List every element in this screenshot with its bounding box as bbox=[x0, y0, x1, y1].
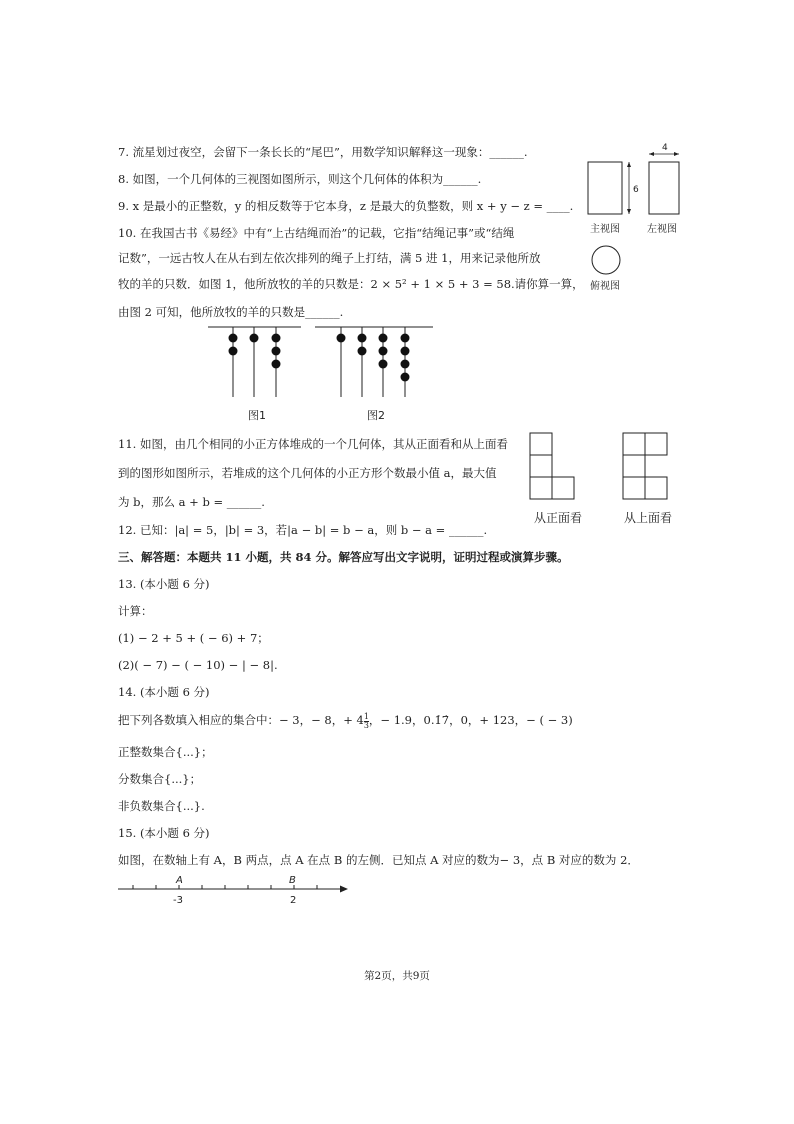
question-12: 12. 已知：|a| = 5，|b| = 3，若|a − b| = b − a，则 b − a = ______. bbox=[118, 523, 488, 537]
three-views-svg bbox=[580, 140, 690, 300]
question-14-intro-a: 把下列各数填入相应的集合中：− 3，− 8，+ 4 bbox=[118, 713, 364, 727]
fig2-knot bbox=[401, 334, 410, 343]
number-line-svg bbox=[118, 872, 353, 908]
fig2-knot bbox=[401, 347, 410, 356]
fig2-knot bbox=[379, 360, 388, 369]
fig2-knot bbox=[401, 373, 410, 382]
question-7: 7. 流星划过夜空，会留下一条长长的“尾巴”，用数学知识解释这一现象：______. bbox=[118, 145, 528, 159]
width-arrow-right bbox=[674, 152, 679, 156]
point-a-label: A bbox=[176, 875, 183, 886]
height-dim-label: 6 bbox=[633, 185, 639, 195]
top-square bbox=[623, 433, 645, 455]
question-14-intro bbox=[118, 712, 573, 730]
width-dim-label: 4 bbox=[662, 143, 668, 153]
fig1-knot bbox=[250, 334, 259, 343]
fig1-knot bbox=[272, 360, 281, 369]
question-14-title: 14. (本小题 6 分) bbox=[118, 685, 210, 699]
question-10-line1: 10. 在我国古书《易经》中有“上古结绳而治”的记载，它指“结绳记事”或“结绳 bbox=[118, 226, 515, 240]
point-b-value: 2 bbox=[290, 895, 297, 906]
fig2-label: 图2 bbox=[367, 409, 385, 422]
question-14-intro-b: ，− 1.9，0.1̇7̇，0，+ 123，− ( − 3) bbox=[368, 713, 573, 727]
section-3-heading: 三、解答题：本题共 11 小题，共 84 分。解答应写出文字说明，证明过程或演算步骤。 bbox=[118, 550, 569, 564]
front-view-rect bbox=[588, 162, 622, 214]
question-14-set1: 正整数集合{...}； bbox=[118, 745, 213, 759]
fig2-knot bbox=[358, 347, 367, 356]
fig1-label: 图1 bbox=[248, 409, 266, 422]
question-13-item2: (2)( − 7) − ( − 10) − | − 8|. bbox=[118, 658, 278, 672]
point-a-value: -3 bbox=[173, 895, 183, 906]
height-arrow-bottom bbox=[627, 209, 631, 214]
front-look-label: 从正面看 bbox=[534, 511, 583, 525]
fig2-knot bbox=[337, 334, 346, 343]
front-square bbox=[530, 455, 552, 477]
front-square bbox=[530, 433, 552, 455]
top-square bbox=[645, 477, 667, 499]
question-15-text: 如图，在数轴上有 A，B 两点，点 A 在点 B 的左侧．已知点 A 对应的数为− 3，点 B 对应的数为 2． bbox=[118, 853, 639, 867]
number-line-figure bbox=[118, 872, 353, 908]
number-line-arrow bbox=[340, 886, 348, 893]
width-arrow-left bbox=[649, 152, 654, 156]
question-11-line2: 到的图形如图所示，若堆成的这个几何体的小正方形个数最小值 a，最大值 bbox=[118, 466, 497, 480]
question-10-line3: 牧的羊的只数．如图 1，他所放牧的羊的只数是：2 × 5² + 1 × 5 + 3 = 58.请你算一算， bbox=[118, 277, 584, 291]
top-look-label: 从上面看 bbox=[624, 511, 673, 525]
fig1-knot bbox=[272, 347, 281, 356]
knot-figures bbox=[205, 322, 445, 424]
fig2-knot bbox=[379, 334, 388, 343]
left-view-label: 左视图 bbox=[647, 224, 677, 235]
fig1-knot bbox=[229, 334, 238, 343]
question-14-set3: 非负数集合{...}. bbox=[118, 799, 205, 813]
fig1-knot bbox=[272, 334, 281, 343]
fraction-numerator: 1 bbox=[363, 711, 369, 721]
front-square bbox=[552, 477, 574, 499]
question-9: 9. x 是最小的正整数，y 的相反数等于它本身，z 是最大的负整数，则 x + y − z = ____. bbox=[118, 199, 574, 213]
cube-views-figure bbox=[525, 430, 690, 530]
fig2-knot bbox=[401, 360, 410, 369]
question-14-set2: 分数集合{...}； bbox=[118, 772, 202, 786]
top-square bbox=[623, 477, 645, 499]
top-square bbox=[623, 455, 645, 477]
question-10-line2: 记数”，一远古牧人在从右到左依次排列的绳子上打结，满 5 进 1，用来记录他所放 bbox=[118, 251, 541, 265]
cube-views-svg bbox=[525, 430, 690, 530]
question-11-line3: 为 b，那么 a + b = ______. bbox=[118, 495, 265, 509]
fig1-knot bbox=[229, 347, 238, 356]
question-8: 8. 如图，一个几何体的三视图如图所示，则这个几何体的体积为______. bbox=[118, 172, 482, 186]
top-view-label: 俯视图 bbox=[590, 281, 620, 292]
front-square bbox=[530, 477, 552, 499]
three-views-figure bbox=[580, 140, 690, 300]
top-square bbox=[645, 433, 667, 455]
question-13-item1: (1) − 2 + 5 + ( − 6) + 7； bbox=[118, 631, 269, 645]
height-arrow-top bbox=[627, 162, 631, 167]
fraction-denominator: 3 bbox=[363, 720, 369, 730]
fig2-knot bbox=[358, 334, 367, 343]
question-11-line1: 11. 如图，由几个相同的小正方体堆成的一个几何体，其从正面看和从上面看 bbox=[118, 437, 508, 451]
front-view-label: 主视图 bbox=[590, 224, 620, 235]
fig2-knot bbox=[379, 347, 388, 356]
question-15-title: 15. (本小题 6 分) bbox=[118, 826, 210, 840]
page-footer: 第2页，共9页 bbox=[364, 970, 430, 982]
question-13-intro: 计算： bbox=[118, 604, 153, 618]
knot-figures-svg bbox=[205, 322, 445, 424]
point-b-label: B bbox=[289, 875, 296, 886]
question-10-line4: 由图 2 可知，他所放牧的羊的只数是______. bbox=[118, 305, 344, 319]
left-view-rect bbox=[649, 162, 679, 214]
top-view-circle bbox=[592, 246, 620, 274]
question-13-title: 13. (本小题 6 分) bbox=[118, 577, 210, 591]
